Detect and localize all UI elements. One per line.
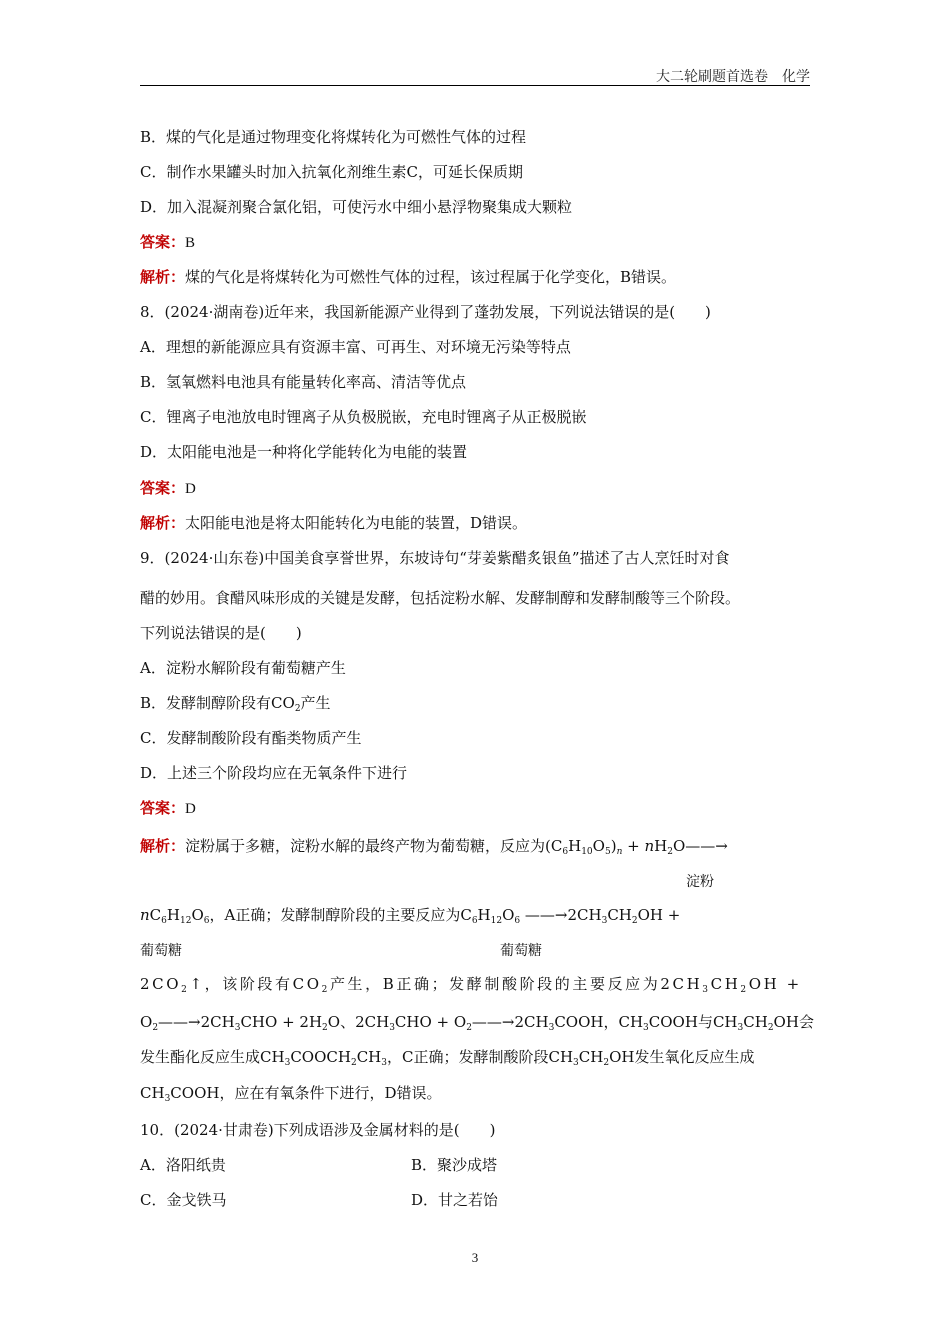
q9-analysis-line5: 发生酯化反应生成$CH_3COOCH_2CH_3$，C正确；发酵制酸阶段$CH_3CH_2OH$发生氧化反应生成 [140, 1048, 755, 1068]
analysis-text: 太阳能电池是将太阳能转化为电能的装置，D错误。 [185, 514, 528, 532]
q7-option-b: B．煤的气化是通过物理变化将煤转化为可燃性气体的过程 [140, 128, 527, 146]
q10-options-row1 [140, 1155, 810, 1175]
answer-label: 答案： [140, 799, 186, 817]
q8-option-b: B．氢氧燃料电池具有能量转化率高、清洁等优点 [140, 373, 467, 391]
q8-option-d: D．太阳能电池是一种将化学能转化为电能的装置 [140, 443, 468, 461]
q10-options-row2 [140, 1190, 810, 1210]
answer-label: 答案： [140, 233, 186, 251]
starch-label: 淀粉 [686, 874, 714, 890]
q8-option-a: A．理想的新能源应具有资源丰富、可再生、对环境无污染等特点 [140, 338, 571, 356]
equation-fermentation: $C_6H_{12}O_6$ $——\to 2CH_3CH_2OH$ + [460, 906, 681, 926]
answer-value: D [185, 801, 196, 817]
analysis-text: 淀粉属于多糖，淀粉水解的最终产物为葡萄糖，反应为 [185, 837, 546, 855]
analysis-text: 煤的气化是将煤转化为可燃性气体的过程，该过程属于化学变化，B错误。 [185, 268, 677, 286]
q8-analysis [140, 513, 810, 533]
q10-option-a: A．洛阳纸贵 [140, 1156, 226, 1174]
q7-answer [140, 232, 810, 253]
page-number: 3 [471, 1250, 479, 1265]
q9-option-b: B．发酵制醇阶段有$CO_2$产生 [140, 694, 331, 714]
answer-label: 答案： [140, 479, 186, 497]
glucose-label-1: 葡萄糖 [140, 943, 182, 959]
q9-analysis-line2: $nC_6H_{12}O_6$，A正确；发酵制醇阶段的主要反应为$C_6H_{12}O_6$ $——\to 2CH_3CH_2OH$ + [140, 906, 681, 926]
q9-option-a: A．淀粉水解阶段有葡萄糖产生 [140, 659, 346, 677]
q9-option-d: D．上述三个阶段均应在无氧条件下进行 [140, 764, 408, 782]
answer-value: D [185, 481, 196, 497]
q8-option-c: C．锂离子电池放电时锂离子从负极脱嵌，充电时锂离子从正极脱嵌 [140, 408, 587, 426]
q10-option-d: D．甘之若饴 [411, 1191, 499, 1209]
analysis-label: 解析： [140, 837, 186, 855]
q9-answer [140, 798, 810, 819]
q9-analysis-line3: $2CO_2↑$，该阶段有$CO_2$产生，B正确；发酵制酸阶段的主要反应为$2CH_3CH_2OH$ + [140, 975, 802, 995]
q10-option-b: B．聚沙成塔 [411, 1156, 498, 1174]
q8-stem: 8．(2024·湖南卷)近年来，我国新能源产业得到了蓬勃发展，下列说法错误的是( ) [140, 303, 711, 321]
running-header: 大二轮刷题首选卷 化学 [656, 69, 810, 85]
q7-analysis [140, 267, 810, 287]
equation-hydrolysis: $(C_6H_{10}O_5)_n$ + $nH_2O——\to$ [545, 837, 728, 857]
q9-analysis-line6: $CH_3COOH$，应在有氧条件下进行，D错误。 [140, 1084, 442, 1104]
q9-stem-line2: 醋的妙用。食醋风味形成的关键是发酵，包括淀粉水解、发酵制醇和发酵制酸等三个阶段。 [140, 589, 741, 607]
q10-option-c: C．金戈铁马 [140, 1191, 227, 1209]
q8-answer [140, 478, 810, 499]
q10-stem: 10．(2024·甘肃卷)下列成语涉及金属材料的是( ) [140, 1121, 496, 1139]
q9-analysis-line1 [140, 836, 810, 856]
q9-analysis-line4: $O_2——\to 2CH_3CHO + 2H_2O$、$2CH_3CHO$ + $O_2——\to 2CH_3COOH$，$CH_3COOH$与$CH_3CH_2OH$会 [140, 1013, 814, 1033]
glucose-label-2: 葡萄糖 [500, 943, 542, 959]
q7-option-c: C．制作水果罐头时加入抗氧化剂维生素C，可延长保质期 [140, 163, 523, 181]
q9-stem-line3: 下列说法错误的是( ) [140, 624, 302, 642]
equation-glucose: $nC_6H_{12}O_6$ [140, 906, 210, 926]
analysis-label: 解析： [140, 268, 186, 286]
answer-value: B [185, 235, 196, 251]
q9-stem-line1: 9．(2024·山东卷)中国美食享誉世界，东坡诗句“芽姜紫醋炙银鱼”描述了古人烹饪时对食 [140, 549, 730, 567]
q7-option-d: D．加入混凝剂聚合氯化铝，可使污水中细小悬浮物聚集成大颗粒 [140, 198, 573, 216]
q9-option-c: C．发酵制酸阶段有酯类物质产生 [140, 729, 362, 747]
analysis-label: 解析： [140, 514, 186, 532]
header-rule [140, 85, 810, 86]
